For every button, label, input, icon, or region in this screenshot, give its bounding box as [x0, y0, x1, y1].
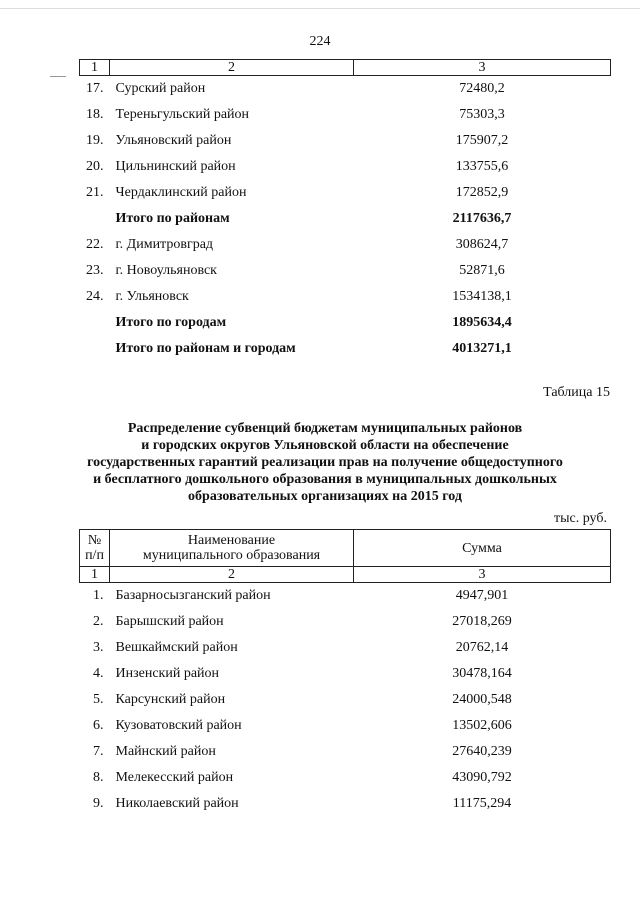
table-row [80, 791, 611, 817]
row-number: 21. [86, 185, 104, 200]
row-value: 4947,901 [455, 588, 509, 603]
row-name: Сурский район [115, 81, 206, 96]
row-number: 23. [86, 263, 104, 278]
title-line: и бесплатного дошкольного образования в муниципальных дошкольных [93, 472, 557, 487]
header-num-cell [80, 530, 110, 567]
title-line: государственных гарантий реализации прав на получение общедоступного [87, 455, 563, 470]
row-value: 43090,792 [452, 770, 512, 785]
row-name: Итого по городам [115, 315, 227, 330]
title-line: Распределение субвенций бюджетам муниципальных районов [127, 421, 523, 436]
row-value: 2117636,7 [452, 211, 512, 226]
header-name-cell [110, 530, 354, 567]
unit-label: тыс. руб. [554, 511, 607, 526]
table-row [80, 609, 611, 635]
row-name: Николаевский район [115, 796, 239, 811]
index-cell: 2 [110, 567, 354, 583]
row-value: 72480,2 [459, 81, 505, 96]
row-number [80, 310, 110, 336]
row-number: 17. [86, 81, 104, 96]
row-number: 19. [86, 133, 104, 148]
table-row [80, 765, 611, 791]
bottom-table-body [80, 530, 611, 818]
row-name: Карсунский район [115, 692, 226, 707]
row-value: 4013271,1 [452, 341, 512, 356]
top-table-body [80, 60, 611, 363]
table-row [80, 232, 611, 258]
row-name: г. Ульяновск [115, 289, 189, 304]
table-row [80, 154, 611, 180]
row-value: 75303,3 [459, 107, 505, 122]
header-num-line1: № [87, 533, 102, 548]
top-table-header [80, 60, 611, 76]
row-value: 30478,164 [452, 666, 512, 681]
table-row [80, 687, 611, 713]
header-sum-cell: Сумма [354, 530, 611, 567]
row-value: 11175,294 [452, 796, 512, 811]
header-cell: 3 [354, 60, 611, 76]
row-number: 1. [93, 588, 104, 603]
row-value: 52871,6 [459, 263, 505, 278]
header-cell: 2 [110, 60, 354, 76]
row-name: Майнский район [115, 744, 216, 759]
total-row [80, 206, 611, 232]
row-number: 24. [86, 289, 104, 304]
row-number: 8. [93, 770, 104, 785]
table-row [80, 128, 611, 154]
table-label: Таблица 15 [543, 385, 610, 400]
row-name: Мелекесский район [115, 770, 234, 785]
row-value: 20762,14 [455, 640, 509, 655]
row-value: 172852,9 [455, 185, 509, 200]
bottom-table [79, 529, 611, 817]
row-value: 24000,548 [452, 692, 512, 707]
table-row [80, 661, 611, 687]
row-number: 18. [86, 107, 104, 122]
row-value: 27018,269 [452, 614, 512, 629]
table-row [80, 180, 611, 206]
row-number: 22. [86, 237, 104, 252]
row-number: 7. [93, 744, 104, 759]
scan-artifact [50, 76, 66, 77]
row-value: 1895634,4 [452, 315, 512, 330]
row-name: г. Новоульяновск [115, 263, 217, 278]
row-value: 27640,239 [452, 744, 512, 759]
bottom-table-header [80, 530, 611, 567]
table-row [80, 102, 611, 128]
row-value: 175907,2 [455, 133, 509, 148]
page-number: 224 [309, 34, 331, 49]
title-line: образовательных организациях на 2015 год [188, 489, 462, 504]
row-number [80, 336, 110, 362]
row-name: Базарносызганский район [115, 588, 271, 603]
scan-artifact [0, 8, 640, 9]
table-row [80, 284, 611, 310]
title-line: и городских округов Ульяновской области на обеспечение [141, 438, 509, 453]
row-value: 1534138,1 [452, 289, 512, 304]
row-number: 9. [93, 796, 104, 811]
row-name: Кузоватовский район [115, 718, 242, 733]
row-name: Чердаклинский район [115, 185, 247, 200]
table-row [80, 713, 611, 739]
table-row [80, 583, 611, 610]
index-cell: 3 [354, 567, 611, 583]
row-name: Барышский район [115, 614, 224, 629]
row-name: г. Димитровград [115, 237, 214, 252]
row-value: 308624,7 [455, 237, 509, 252]
row-number: 2. [93, 614, 104, 629]
row-value: 13502,606 [452, 718, 512, 733]
row-name: Инзенский район [115, 666, 220, 681]
table-row [80, 739, 611, 765]
row-number: 20. [86, 159, 104, 174]
bottom-table-index-row [80, 567, 611, 583]
document-title [40, 420, 610, 505]
row-value: 133755,6 [455, 159, 509, 174]
total-row [80, 336, 611, 362]
table-row [80, 258, 611, 284]
header-name-line2: муниципального образования [142, 548, 321, 563]
row-number: 5. [93, 692, 104, 707]
row-number: 4. [93, 666, 104, 681]
total-row [80, 310, 611, 336]
top-table [79, 59, 611, 362]
row-name: Ульяновский район [115, 133, 232, 148]
header-name-line1: Наименование [187, 533, 276, 548]
row-number [80, 206, 110, 232]
table-row [80, 76, 611, 103]
row-name: Цильнинский район [115, 159, 236, 174]
row-name: Итого по районам [115, 211, 230, 226]
row-name: Итого по районам и городам [115, 341, 296, 356]
row-name: Тереньгульский район [115, 107, 250, 122]
row-name: Вешкаймский район [115, 640, 238, 655]
row-number: 6. [93, 718, 104, 733]
header-cell: 1 [80, 60, 110, 76]
table-row [80, 635, 611, 661]
index-cell: 1 [80, 567, 110, 583]
row-number: 3. [93, 640, 104, 655]
header-num-line2: п/п [85, 548, 104, 563]
